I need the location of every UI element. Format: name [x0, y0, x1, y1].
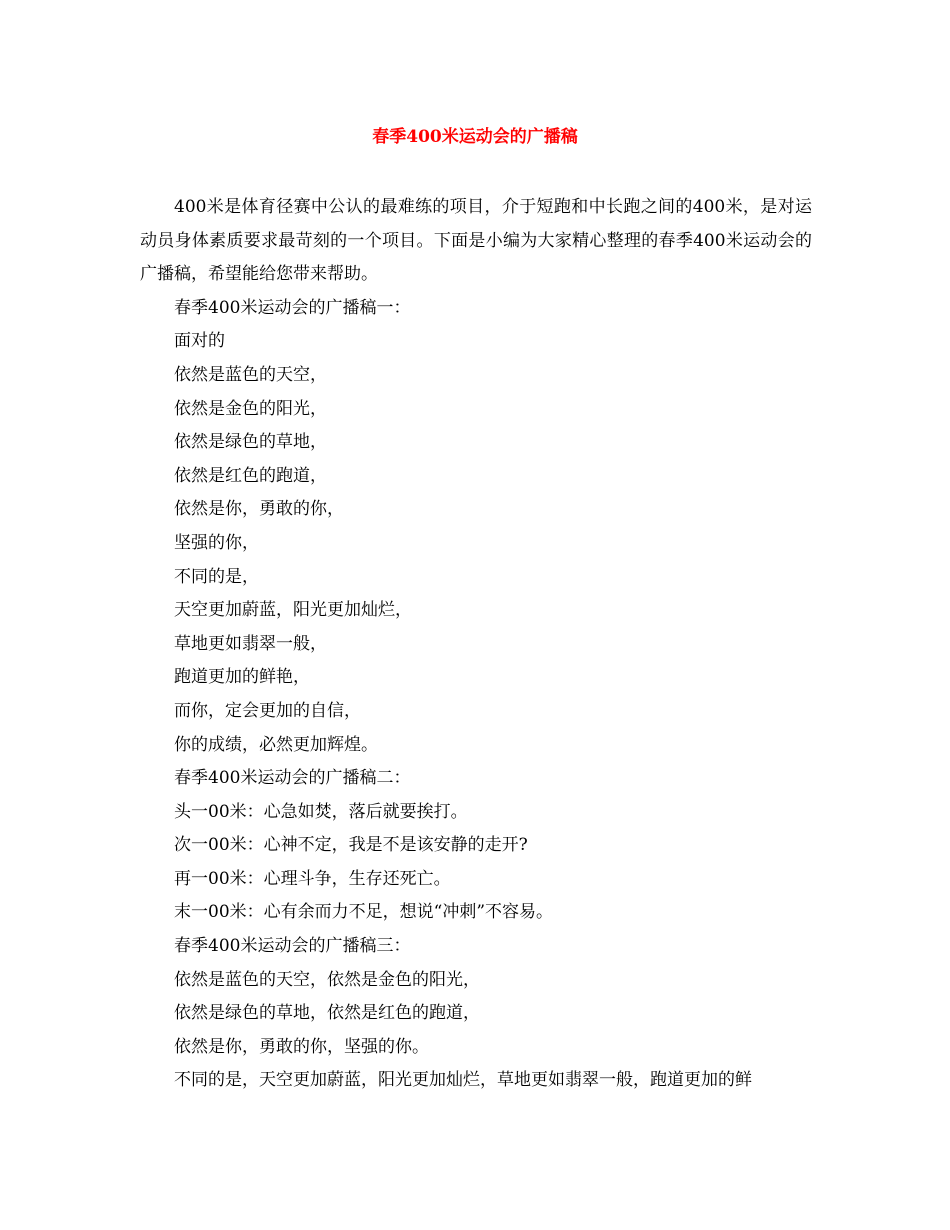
poem-line: 依然是金色的阳光，	[174, 398, 327, 419]
poem-line: 不同的是，天空更加蔚蓝，阳光更加灿烂，草地更如翡翠一般，跑道更加的鲜	[174, 1070, 752, 1091]
poem-line: 依然是绿色的草地，依然是红色的跑道，	[174, 1003, 480, 1024]
poem-line: 跑道更加的鲜艳，	[174, 667, 310, 688]
poem-line: 面对的	[174, 331, 225, 352]
poem-line: 依然是蓝色的天空，依然是金色的阳光，	[174, 969, 480, 990]
poem-line: 依然是你，勇敢的你，坚强的你。	[174, 1036, 429, 1057]
poem-line: 依然是蓝色的天空，	[174, 364, 327, 385]
poem-line: 末一00米：心有余而力不足，想说“冲刺”不容易。	[174, 902, 554, 923]
intro-paragraph: 400米是体育径赛中公认的最难练的项目，介于短跑和中长跑之间的400米，是对运动员身体素质要求最苛刻的一个项目。下面是小编为大家精心整理的春季400米运动会的广播稿，希望能给您带来帮助。	[140, 197, 812, 285]
poem-line: 依然是绿色的草地，	[174, 432, 327, 453]
document-body	[140, 191, 812, 1098]
poem-line: 次一00米：心神不定，我是不是该安静的走开?	[174, 835, 528, 856]
poem-line: 草地更如翡翠一般，	[174, 633, 327, 654]
document-title: 春季400米运动会的广播稿	[372, 127, 578, 147]
section-heading: 春季400米运动会的广播稿三：	[174, 936, 411, 957]
poem-line: 坚强的你，	[174, 532, 259, 553]
poem-line: 而你，定会更加的自信，	[174, 700, 361, 721]
poem-line: 天空更加蔚蓝，阳光更加灿烂，	[174, 600, 412, 621]
poem-line: 再一00米：心理斗争，生存还死亡。	[174, 868, 451, 889]
poem-line: 不同的是，	[174, 566, 259, 587]
poem-line: 依然是红色的跑道，	[174, 465, 327, 486]
poem-line: 依然是你，勇敢的你，	[174, 499, 344, 520]
poem-line: 你的成绩，必然更加辉煌。	[174, 734, 378, 755]
poem-line: 头一00米：心急如焚，落后就要挨打。	[174, 801, 468, 822]
section-heading: 春季400米运动会的广播稿一：	[174, 297, 411, 318]
section-heading: 春季400米运动会的广播稿二：	[174, 768, 411, 789]
